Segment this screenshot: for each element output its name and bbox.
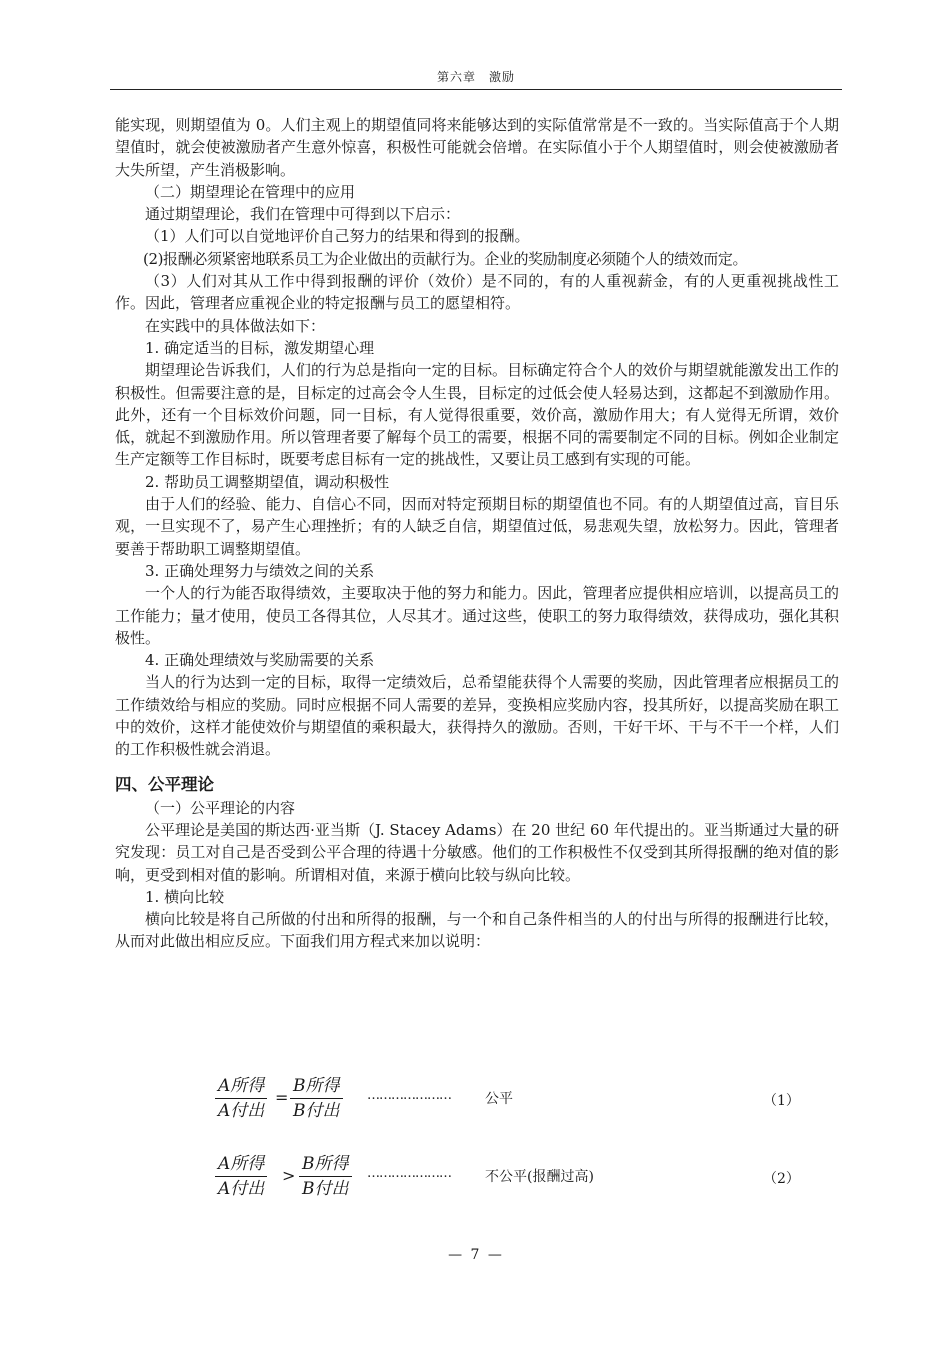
- subheading: 1. 确定适当的目标，激发期望心理: [145, 338, 375, 357]
- paragraph: 公平理论是美国的斯达西·亚当斯（J. Stacey Adams）在 20 世纪 60 年代提出的。亚当斯通过大量的研究发现：员工对自己是否受到公平合理的待遇十分敏感。他们的工作积极性不仅受到其所得报酬的绝对值的影响，更受到相对值的影响。所谓相对值，来源于横向比较与纵向比较。: [115, 820, 839, 884]
- section-heading: 四、公平理论: [115, 774, 214, 794]
- equation-number: （2）: [763, 1171, 800, 1187]
- equation-1: [215, 1074, 815, 1128]
- fraction-left: [215, 1074, 267, 1123]
- page-number: — 7 —: [448, 1247, 504, 1263]
- paragraph: 一个人的行为能否取得绩效，主要取决于他的努力和能力。因此，管理者应提供相应培训，以提高员工的工作能力；量才使用，使员工各得其位，人尽其才。通过这些，使职工的努力取得绩效，获得成功，强化其积极性。: [115, 584, 839, 647]
- header-rule: [110, 89, 842, 90]
- paragraph: 能实现，则期望值为 0。人们主观上的期望值同将来能够达到的实际值常常是不一致的。当实际值高于个人期望值时，就会使被激励者产生意外惊喜，积极性可能就会倍增。在实际值小于个人期望值时，则会使被激励者大失所望，产生消极影响。: [115, 116, 839, 179]
- paragraph: （1）人们可以自觉地评价自己努力的结果和得到的报酬。: [145, 227, 530, 246]
- numerator: B所得: [293, 1076, 340, 1096]
- subheading: （一）公平理论的内容: [145, 798, 296, 817]
- denominator: A付出: [215, 1098, 267, 1123]
- greater-than-sign: >: [282, 1166, 296, 1185]
- numerator: B所得: [302, 1154, 349, 1174]
- leader-dots: …………………: [367, 1088, 451, 1103]
- paragraph: （3）人们对其从工作中得到报酬的评价（效价）是不同的，有的人重视薪金，有的人更重视挑战性工作。因此，管理者应重视企业的特定报酬与员工的愿望相符。: [115, 272, 839, 313]
- equals-sign: =: [275, 1088, 289, 1107]
- paragraph: （二）期望理论在管理中的应用: [145, 182, 356, 201]
- denominator: A付出: [215, 1176, 267, 1201]
- paragraph: (2)报酬必须紧密地联系员工为企业做出的贡献行为。企业的奖励制度必须随个人的绩效而定。: [143, 249, 748, 268]
- leader-dots: …………………: [367, 1166, 451, 1181]
- subheading: 3. 正确处理努力与绩效之间的关系: [145, 561, 375, 580]
- paragraph: 通过期望理论，我们在管理中可得到以下启示：: [145, 205, 461, 224]
- paragraph: 在实践中的具体做法如下：: [145, 316, 326, 335]
- equation-result: 不公平(报酬过高): [485, 1169, 594, 1185]
- denominator: B付出: [290, 1098, 343, 1123]
- equation-number: （1）: [763, 1093, 800, 1109]
- paragraph: 期望理论告诉我们，人们的行为总是指向一定的目标。目标确定符合个人的效价与期望就能激发出工作的积极性。但需要注意的是，目标定的过高会令人生畏，目标定的过低会使人轻易达到，这都起不到激励作用。此外，还有一个目标效价问题，同一目标，有人觉得很重要，效价高，激励作用大；有人觉得无所谓，效价低，就起不到激励作用。所以管理者要了解每个员工的需要，根据不同的需要制定不同的目标。例如企业制定生产定额等工作目标时，既要考虑目标有一定的挑战性，又要让员工感到有实现的可能。: [115, 361, 839, 469]
- fraction-right: [290, 1074, 343, 1123]
- subheading: 1. 横向比较: [145, 887, 225, 906]
- paragraph: 横向比较是将自己所做的付出和所得的报酬，与一个和自己条件相当的人的付出与所得的报酬进行比较，从而对此做出相应反应。下面我们用方程式来加以说明：: [115, 910, 839, 951]
- fraction-left: [215, 1152, 267, 1201]
- paragraph: 当人的行为达到一定的目标，取得一定绩效后，总希望能获得个人需要的奖励，因此管理者应根据员工的工作绩效给与相应的奖励。同时应根据不同人需要的差异，变换相应奖励内容，投其所好，以提高奖励在职工中的效价，这样才能使效价与期望值的乘积最大，获得持久的激励。否则，干好干坏、干与不干一个样，人们的工作积极性就会消退。: [115, 673, 839, 759]
- numerator: A所得: [218, 1154, 265, 1174]
- paragraph: 由于人们的经验、能力、自信心不同，因而对特定预期目标的期望值也不同。有的人期望值过高，盲目乐观，一旦实现不了，易产生心理挫折；有的人缺乏自信，期望值过低，易悲观失望，放松努力。因此，管理者要善于帮助职工调整期望值。: [115, 495, 839, 558]
- body-text: [115, 114, 839, 953]
- running-header: 第六章 激励: [436, 70, 515, 84]
- equation-2: [215, 1152, 815, 1206]
- denominator: B付出: [299, 1176, 352, 1201]
- equation-result: 公平: [485, 1091, 513, 1107]
- fraction-right: [299, 1152, 352, 1201]
- numerator: A所得: [218, 1076, 265, 1096]
- subheading: 2. 帮助员工调整期望值，调动积极性: [145, 472, 390, 491]
- subheading: 4. 正确处理绩效与奖励需要的关系: [145, 651, 375, 670]
